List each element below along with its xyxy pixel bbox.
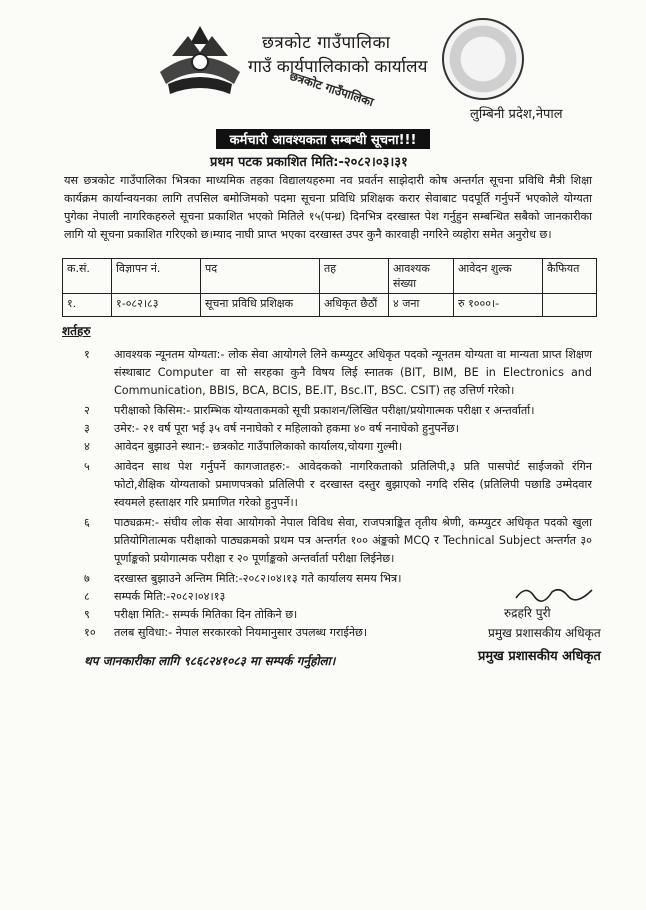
term-number: ९ bbox=[84, 608, 90, 621]
term-text: आवश्यक न्यूनतम योग्यता:- लोक सेवा आयोगले लिने कम्प्युटर अधिकृत पदको न्यूनतम योग्यता वा मान्यता प्राप्त शिक्षण संस्थाबाट Computer वा सो सरहका कुनै विषय लिई स्नातक (BIT, BIM, BE in Electronics and Communication, BBIS, BCA, BCIS, BE.IT, Bsc.IT, BSC. CSIT) तह उत्तिर्ण गरेको। bbox=[114, 348, 592, 397]
nepal-emblem-logo bbox=[150, 22, 250, 100]
table-cell: सूचना प्रविधि प्रशिक्षक bbox=[201, 294, 320, 317]
office-name: छत्रकोट गाउँपालिका bbox=[262, 33, 391, 53]
table-cell: अधिकृत छैठौं bbox=[320, 294, 389, 317]
terms-heading: शर्तहरु bbox=[62, 324, 91, 338]
intro-paragraph: यस छत्रकोट गाउँपालिका भित्रका माध्यमिक तहका विद्यालयहरुमा नव प्रवर्तन साझेदारी कोष अन्तर्गत सूचना प्रविधि मैत्री शिक्षा कार्यक्रम कार्यान्वयनका लागि तपसिल बमोजिमको पदमा सूचना प्रविधि प्रशिक्षक करार सेवाबाट पदपूर्ति गर्नुपर्ने भएकोले योग्यता पुगेका नेपाली नागरिकहरुले सूचना प्रकाशित भएको मितिले १५(पन्ध्र) दिनभित्र दरखास्त पेश गर्नुहुन सम्बन्धित सबैको जानकारीका लागि यो सूचना प्रकाशित गरिएको छ।म्याद नाघी प्राप्त भएका दरखास्त उपर कुनै कारवाही नगरिने व्यहोरा समेत अनुरोध छ। bbox=[64, 174, 592, 241]
col-header: क.सं. bbox=[63, 259, 112, 294]
term-text: तलब सुविधा:- नेपाल सरकारको नियमानुसार उपलब्ध गराईनेछ। bbox=[114, 626, 368, 639]
table-cell: रु १०००।- bbox=[454, 294, 543, 317]
municipality-seal-logo bbox=[442, 18, 524, 100]
term-text: उमेर:- २१ वर्ष पूरा भई ३५ वर्ष ननाघेको र महिलाको हकमा ४० वर्ष ननाघेको हुनुपर्नेछ। bbox=[114, 422, 459, 435]
col-header: आवेदन शुल्क bbox=[454, 259, 543, 294]
published-date: प्रथम पटक प्रकाशित मिति:-२०८२।०३।३१ bbox=[210, 155, 408, 170]
office-subtitle: गाउँ कार्यपालिकाको कार्यालय bbox=[248, 57, 428, 77]
table-row bbox=[63, 294, 597, 317]
table-cell bbox=[543, 294, 597, 317]
signatory-title: प्रमुख प्रशासकीय अधिकृत bbox=[488, 626, 601, 640]
notice-title bbox=[216, 129, 430, 149]
signatory-stamp: प्रमुख प्रशासकीय अधिकृत bbox=[478, 649, 601, 664]
term-text: पाठ्यक्रम:- संघीय लोक सेवा आयोगको नेपाल विविध सेवा, राजपत्राङ्कित तृतीय श्रेणी, कम्प्युटर अधिकृत पदको खुला प्रतियोगितात्मक परीक्षाको पाठ्यक्रमको प्रथम पत्र अन्तर्गत १०० अंङ्कको MCQ र Technical Subject अन्तर्गत ३० पूर्णाङ्कको प्रयोगात्मक परीक्षा र २० पूर्णाङ्कको अन्तर्वार्ता परीक्षा लिईनेछ। bbox=[114, 516, 592, 565]
term-number: ४ bbox=[84, 440, 90, 453]
table-cell: १-०८२।८३ bbox=[112, 294, 201, 317]
term-number: ३ bbox=[84, 422, 90, 435]
col-header: तह bbox=[320, 259, 389, 294]
term-text: दरखास्त बुझाउने अन्तिम मिति:-२०८२।०४।१३ गते कार्यालय समय भित्र। bbox=[114, 572, 402, 585]
notice-title-text: कर्मचारी आवश्यकता सम्बन्धी सूचना!!! bbox=[229, 133, 417, 148]
term-number: २ bbox=[84, 404, 90, 417]
table-cell: ४ जना bbox=[389, 294, 454, 317]
province-label: लुम्बिनी प्रदेश,नेपाल bbox=[470, 107, 563, 122]
col-header: आवश्यक संख्या bbox=[389, 259, 454, 294]
table-cell: १. bbox=[63, 294, 112, 317]
term-text: सम्पर्क मिति:-२०८२।०४।१३ bbox=[114, 590, 226, 603]
term-number: १ bbox=[84, 348, 90, 361]
term-number: ८ bbox=[84, 590, 90, 603]
office-stamp: छत्रकोट गाउँपालिका bbox=[287, 68, 376, 110]
term-number: ६ bbox=[84, 516, 90, 529]
term-text: परीक्षाको किसिम:- प्रारम्भिक योग्यताकमको सूची प्रकाशन/लिखित परीक्षा/प्रयोगात्मक परीक्षा र अन्तर्वार्ता। bbox=[114, 404, 535, 417]
signature-scribble bbox=[514, 582, 594, 604]
term-number: १० bbox=[84, 626, 96, 639]
vacancy-table bbox=[62, 258, 597, 317]
table-header-row bbox=[63, 259, 597, 294]
term-text: परीक्षा मिति:- सम्पर्क मितिका दिन तोकिने छ। bbox=[114, 608, 298, 621]
term-text: आवेदन साथ पेश गर्नुपर्ने कागजातहरु:- आवेदकको नागरिकताको प्रतिलिपी,३ प्रति पासपोर्ट साईजको रंगिन फोटो,शैक्षिक योग्यताको प्रमाणपत्रको प्रतिलिपी र दरखास्त दस्तुर बुझाएको नगदि रसिद (प्रतिलिपी पछाडि उम्मेदवार स्वयमले हस्ताक्षर गरि प्रमाणित गरेको हुनुपर्ने।। bbox=[114, 460, 592, 509]
term-text: आवेदन बुझाउने स्थान:- छत्रकोट गाउँपालिकाको कार्यालय,चोयगा गुल्मी। bbox=[114, 440, 403, 453]
term-number: ७ bbox=[84, 572, 90, 585]
signatory-name: रुद्रहरि पुरी bbox=[504, 606, 551, 620]
term-number: ५ bbox=[84, 460, 90, 473]
col-header: पद bbox=[201, 259, 320, 294]
contact-note: थप जानकारीका लागि ९८६८२४१०८३ मा सम्पर्क गर्नुहोला। bbox=[84, 654, 336, 668]
col-header: कैफियत bbox=[543, 259, 597, 294]
col-header: विज्ञापन नं. bbox=[112, 259, 201, 294]
